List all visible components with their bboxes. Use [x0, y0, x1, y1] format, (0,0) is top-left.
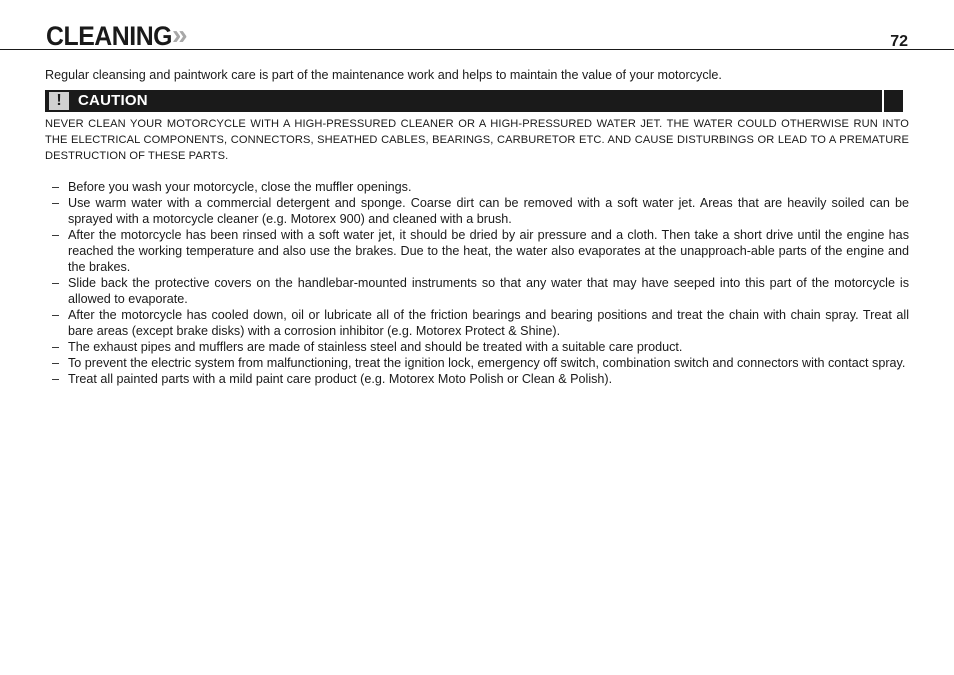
- list-item-text: Use warm water with a commercial detergent and sponge. Coarse dirt can be removed with a soft water jet. Areas that are heavily soiled can be sprayed with a motorcycle cleaner (e.g. Motorex 900) and cleaned with a brush.: [68, 196, 909, 226]
- cleaning-steps-list: [45, 179, 909, 387]
- dash-bullet: –: [52, 228, 60, 242]
- intro-paragraph: Regular cleansing and paintwork care is part of the maintenance work and helps to maintain the value of your motorcycle.: [45, 68, 722, 82]
- list-item-text: After the motorcycle has cooled down, oil or lubricate all of the friction bearings and bearing positions and treat the chain with chain spray. Treat all bare areas (except brake disks) with a corrosion inhibitor (e.g. Motorex Protect & Shine).: [68, 308, 909, 338]
- double-chevron-icon: »: [172, 19, 188, 50]
- caution-label: CAUTION: [78, 92, 148, 109]
- dash-bullet: –: [52, 372, 60, 386]
- list-item-text: After the motorcycle has been rinsed with a soft water jet, it should be dried by air pressure and a cloth. Then take a short drive until the engine has reached the working temperature and also use the brakes. Due to the heat, the water also evaporates at the unapproach-able parts of the engine and the brakes.: [68, 228, 909, 274]
- list-item: [45, 339, 909, 355]
- list-item-text: Before you wash your motorcycle, close the muffler openings.: [68, 180, 412, 194]
- list-item: [45, 355, 909, 371]
- page-number: 72: [890, 33, 908, 50]
- dash-bullet: –: [52, 180, 60, 194]
- page-title: CLEANING: [46, 21, 173, 51]
- list-item: [45, 179, 909, 195]
- dash-bullet: –: [52, 356, 60, 370]
- caution-banner: [45, 90, 903, 112]
- list-item: [45, 371, 909, 387]
- dash-bullet: –: [52, 196, 60, 210]
- dash-bullet: –: [52, 340, 60, 354]
- banner-divider: [882, 90, 884, 112]
- list-item-text: Slide back the protective covers on the handlebar-mounted instruments so that any water that may have seeped into this part of the motorcycle is allowed to evaporate.: [68, 276, 909, 306]
- list-item: [45, 195, 909, 227]
- exclamation-icon: !: [49, 92, 69, 110]
- page-header: [0, 0, 954, 50]
- list-item: [45, 227, 909, 275]
- list-item-text: Treat all painted parts with a mild paint care product (e.g. Motorex Moto Polish or Clean & Polish).: [68, 372, 613, 386]
- dash-bullet: –: [52, 308, 60, 322]
- list-item: [45, 275, 909, 307]
- dash-bullet: –: [52, 276, 60, 290]
- caution-text: NEVER CLEAN YOUR MOTORCYCLE WITH A HIGH-PRESSURED CLEANER OR A HIGH-PRESSURED WATER JET. THE WATER COULD OTHERWISE RUN INTO THE ELECTRICAL COMPONENTS, CONNECTORS, SHEATHED CABLES, BEARINGS, CARBURETOR ETC. AND CAUSE DISTURBINGS OR LEAD TO A PREMATURE DESTRUCTION OF THESE PARTS.: [45, 118, 909, 162]
- list-item: [45, 307, 909, 339]
- list-item-text: To prevent the electric system from malfunctioning, treat the ignition lock, emergency off switch, combination switch and connectors with contact spray.: [68, 356, 906, 370]
- list-item-text: The exhaust pipes and mufflers are made of stainless steel and should be treated with a suitable care product.: [68, 340, 683, 354]
